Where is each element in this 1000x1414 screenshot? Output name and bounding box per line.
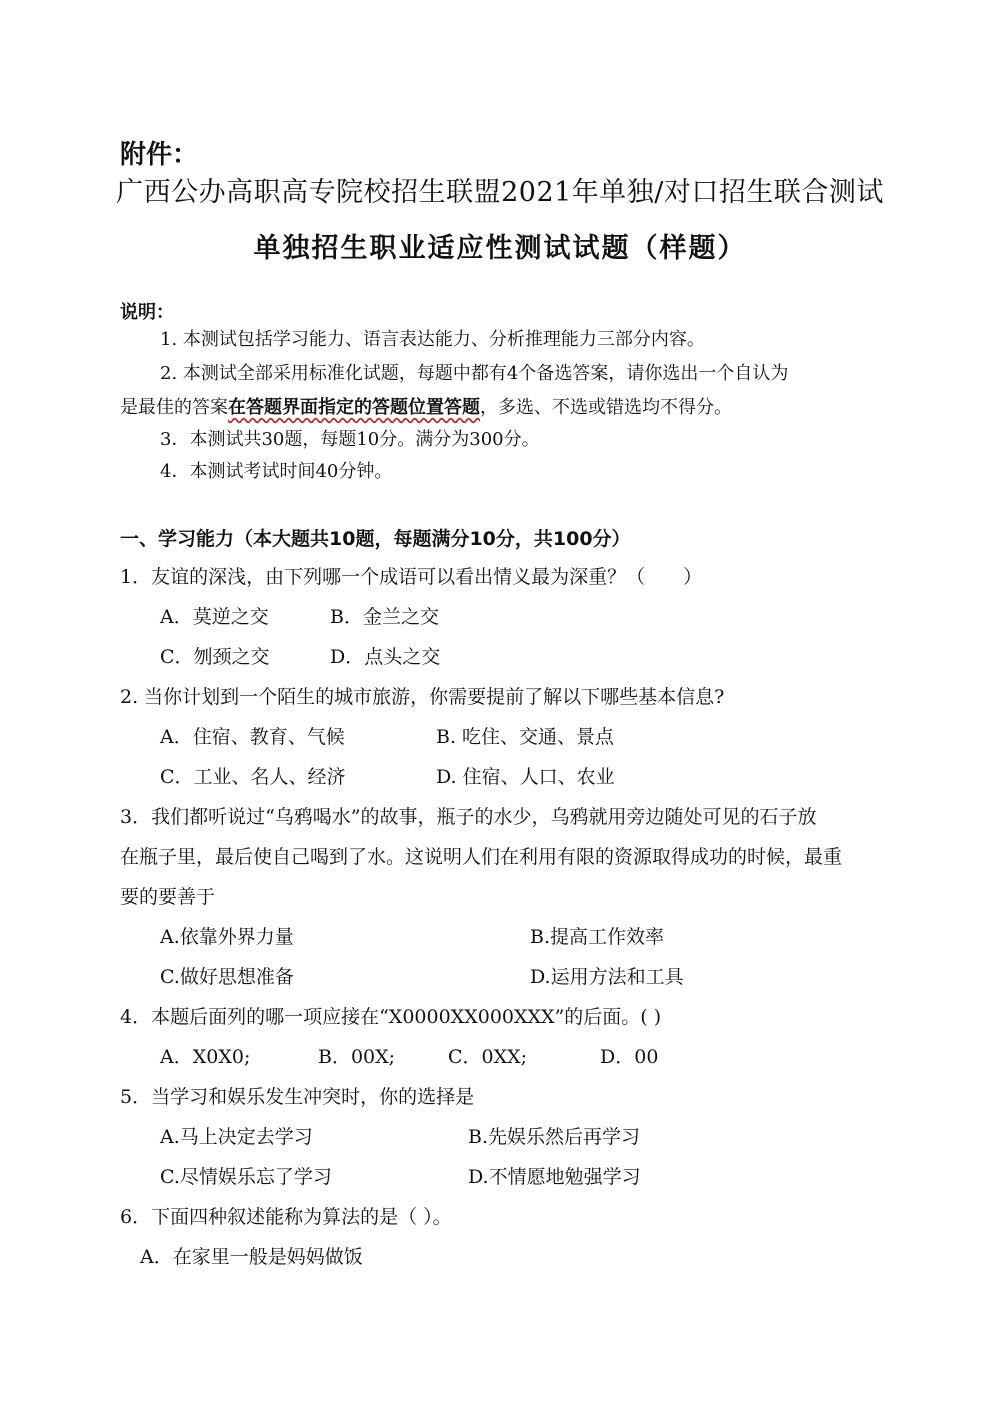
question-1-option-d: D．点头之交 bbox=[330, 646, 441, 668]
instruction-item-4: 4．本测试考试时间40分钟。 bbox=[160, 461, 393, 482]
instruction-item-2-line-2 bbox=[120, 396, 732, 420]
question-3-option-d: D.运用方法和工具 bbox=[530, 966, 684, 988]
instructions-label: 说明： bbox=[120, 302, 174, 323]
question-6-option-a: A．在家里一般是妈妈做饭 bbox=[140, 1246, 363, 1268]
question-4-option-c: C．0XX; bbox=[448, 1046, 528, 1068]
question-3-option-b: B.提高工作效率 bbox=[530, 926, 665, 948]
question-5-option-b: B.先娱乐然后再学习 bbox=[468, 1126, 641, 1148]
question-2: 2. 当你计划到一个陌生的城市旅游，你需要提前了解以下哪些基本信息? bbox=[120, 686, 725, 708]
question-1: 1．友谊的深浅，由下列哪一个成语可以看出情义最为深重？（ ） bbox=[120, 566, 703, 588]
question-5-option-c: C.尽情娱乐忘了学习 bbox=[160, 1166, 332, 1188]
question-5-option-d: D.不情愿地勉强学习 bbox=[468, 1166, 641, 1188]
question-4: 4．本题后面列的哪一项应接在“X0000XX000XXX”的后面。( ) bbox=[120, 1006, 662, 1028]
question-3-line-1: 3．我们都听说过“乌鸦喝水”的故事，瓶子的水少，乌鸦就用旁边随处可见的石子放 bbox=[120, 806, 817, 828]
instruction-item-2-pre: 是最佳的答案 bbox=[120, 397, 228, 418]
section-1-title: 一、学习能力（本大题共10题，每题满分10分，共100分） bbox=[120, 528, 631, 550]
instruction-item-2-line-1: 2. 本测试全部采用标准化试题，每题中都有4个备选答案，请你选出一个自认为 bbox=[160, 363, 789, 384]
question-3-line-3: 要的要善于 bbox=[120, 886, 216, 908]
question-4-option-a: A．X0X0; bbox=[160, 1046, 251, 1068]
attachment-label: 附件： bbox=[120, 140, 199, 170]
question-2-option-b: B. 吃住、交通、景点 bbox=[436, 726, 615, 748]
document-title: 广西公办高职高专院校招生联盟2021年单独/对口招生联合测试 bbox=[116, 177, 884, 208]
question-1-option-c: C．刎颈之交 bbox=[160, 646, 270, 668]
question-4-option-d: D．00 bbox=[600, 1046, 659, 1068]
document-subtitle: 单独招生职业适应性测试试题（样题） bbox=[253, 233, 747, 264]
question-2-option-a: A．住宿、教育、气候 bbox=[160, 726, 345, 748]
question-1-option-b: B．金兰之交 bbox=[330, 606, 439, 628]
question-1-option-a: A．莫逆之交 bbox=[160, 606, 269, 628]
question-3-option-a: A.依靠外界力量 bbox=[160, 926, 294, 948]
instruction-item-2-post: ，多选、不选或错选均不得分。 bbox=[480, 397, 732, 418]
instruction-emphasis: 在答题界面指定的答题位置答题 bbox=[228, 397, 480, 418]
instruction-item-1: 1. 本测试包括学习能力、语言表达能力、分析推理能力三部分内容。 bbox=[160, 329, 705, 350]
question-6: 6．下面四种叙述能称为算法的是（ ）。 bbox=[120, 1206, 452, 1228]
question-3-line-2: 在瓶子里，最后使自己喝到了水。这说明人们在利用有限的资源取得成功的时候，最重 bbox=[120, 846, 843, 868]
question-5-option-a: A.马上决定去学习 bbox=[160, 1126, 313, 1148]
instruction-item-3: 3．本测试共30题，每题10分。满分为300分。 bbox=[160, 429, 540, 450]
question-4-option-b: B．00X; bbox=[318, 1046, 396, 1068]
question-2-option-d: D. 住宿、人口、农业 bbox=[436, 766, 615, 788]
question-2-option-c: C．工业、名人、经济 bbox=[160, 766, 346, 788]
question-5: 5．当学习和娱乐发生冲突时，你的选择是 bbox=[120, 1086, 475, 1108]
question-3-option-c: C.做好思想准备 bbox=[160, 966, 294, 988]
